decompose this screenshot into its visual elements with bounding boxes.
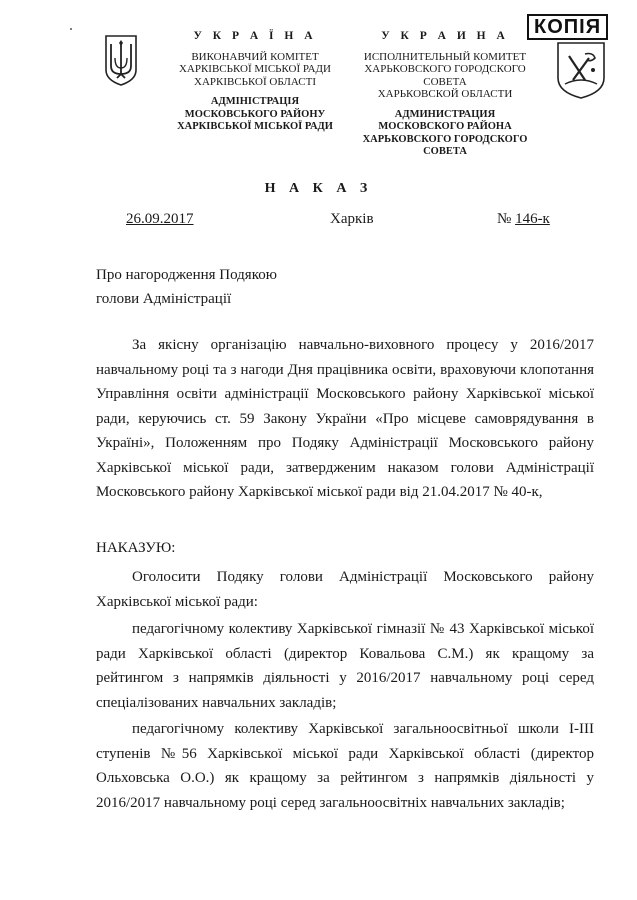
admin-line1-ua: АДМІНІСТРАЦІЯ (210, 96, 300, 107)
admin-line1-ru: АДМИНИСТРАЦИЯ (394, 108, 496, 120)
admin-block-ru (345, 109, 545, 159)
order-city: Харків (330, 211, 374, 227)
committee-line3-ru: ХАРЬКОВСКОЙ ОБЛАСТИ (377, 88, 513, 100)
header-russian (345, 30, 545, 159)
order-subject (96, 263, 277, 311)
committee-line2-ua: ХАРКІВСЬКОЇ МІСЬКОЇ РАДИ (178, 63, 332, 75)
committee-line2-ru: ХАРЬКОВСКОГО ГОРОДСКОГО СОВЕТА (364, 63, 526, 88)
header-ukrainian (160, 30, 350, 134)
committee-line3-ua: ХАРКІВСЬКОЇ ОБЛАСТІ (194, 75, 316, 88)
preamble-paragraph: За якісну організацію навчально-виховного процесу у 2016/2017 навчальному році та з нагоди Дня працівника освіти, враховуючи клопотання Управління освіти адміністрації Московського району Харківської міської ради, керуючись ст. 59 Закону України «Про місцеве самоврядування в Україні», Положенням про Подяку Адміністрації Московського району Харківської міської ради, затвердженим наказом голови Адміністрації Московського району Харківської міської ради від 21.04.2017 № 40-к, (96, 337, 594, 500)
admin-line2-ua: МОСКОВСЬКОГО РАЙОНУ (184, 108, 326, 120)
order-word: НАКАЗУЮ: (96, 540, 176, 556)
item-2-paragraph: педагогічному колективу Харківської загальноосвітньої школи І-ІІІ ступенів №56 Харківської міської ради Харківської області (директор Ольховська О.О.) як кращому за рейтингом з напрямків діяльності у 2016/2017 навчальному році серед загальноосвітніх навчальних закладів; (96, 721, 594, 811)
admin-block-ua (160, 96, 350, 134)
order-number (497, 211, 550, 228)
item-intro-paragraph: Оголосити Подяку голови Адміністрації Московського району Харківської міської ради: (96, 569, 594, 610)
country-name-ua: У К Р А Ї Н А (193, 30, 317, 42)
subject-line1: Про нагородження Подякою (96, 267, 277, 283)
admin-line2-ru: МОСКОВСКОГО РАЙОНА (378, 121, 512, 132)
scan-speck (70, 28, 72, 30)
document-title: Н А К А З (264, 181, 373, 196)
committee-line1-ru: ИСПОЛНИТЕЛЬНЫЙ КОМИТЕТ (363, 50, 527, 63)
item-1-paragraph: педагогічному колективу Харківської гімназії № 43 Харківської міської ради Харківської області (директор Ковальова С.М.) як кращому за рейтингом з напрямків діяльності у 2016/2017 навчальному році серед спеціалізованих навчальних закладів; (96, 621, 594, 711)
coat-of-arms-trident-icon (104, 34, 138, 86)
copy-stamp: КОПІЯ (527, 14, 608, 40)
order-number-value: 146-к (515, 211, 550, 227)
admin-line3-ua: ХАРКІВСЬКОЇ МІСЬКОЇ РАДИ (177, 121, 333, 132)
order-number-prefix: № (497, 211, 516, 227)
admin-line3-ru: ХАРЬКОВСКОГО ГОРОДСКОГО СОВЕТА (362, 133, 528, 157)
kharkiv-city-coat-of-arms-icon (555, 40, 607, 100)
subject-line2: голови Адміністрації (96, 291, 232, 307)
order-date: 26.09.2017 (126, 211, 194, 227)
country-name-ru: У К Р А И Н А (381, 30, 509, 42)
committee-line1-ua: ВИКОНАВЧИЙ КОМІТЕТ (191, 50, 319, 63)
